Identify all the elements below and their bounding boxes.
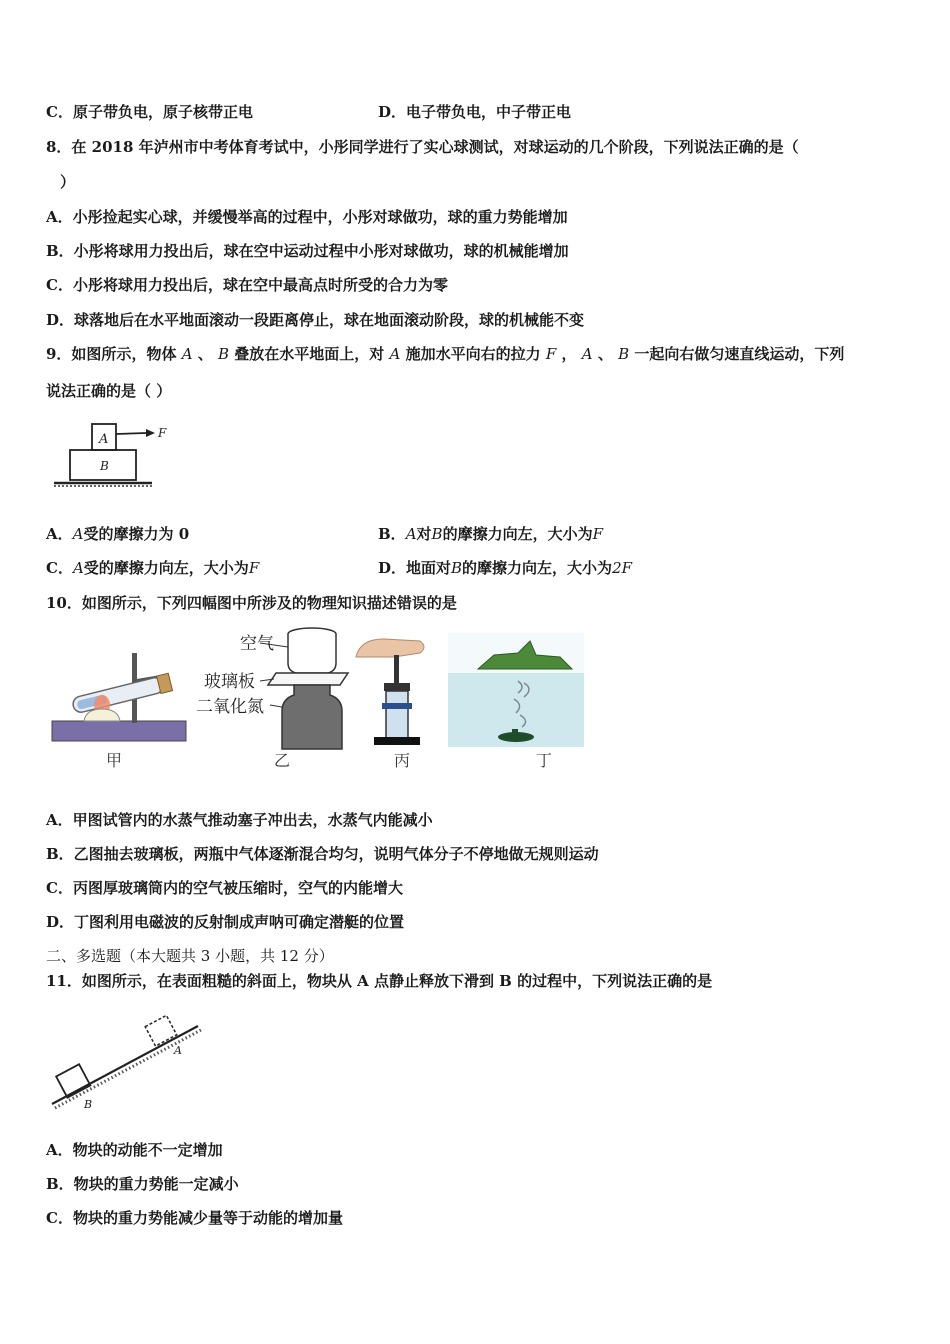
point-a-label: A [174,1044,182,1057]
q9-stem-line2: 说法正确的是（ ） [46,382,172,400]
panel-ding [448,633,584,747]
q9-var-b2: B [618,345,630,363]
q9-option-b-var-a: A [405,525,417,543]
glass-plate [268,673,348,685]
q9-option-c-text: 受的摩擦力向左，大小为 [83,559,249,577]
q9-option-d-var: B [451,559,463,577]
q8-option-b: B．小彤将球用力投出后，球在空中运动过程中小彤对球做功，球的机械能增加 [46,242,569,260]
panel-bing [356,639,424,745]
block-b-label: B [100,459,109,473]
q9-stem-e: 一起向右做匀速直线运动，下列 [634,345,845,363]
q11-figure [48,1008,208,1113]
q9-option-c-prefix: C． [46,559,73,577]
section-2-heading: 二、多选题（本大题共 3 小题，共 12 分） [46,947,334,965]
q11-option-c: C．物块的重力势能减少量等于动能的增加量 [46,1209,343,1227]
q9-var-a3: A [581,345,593,363]
q8-stem: 8．在 2018 年泸州市中考体育考试中，小彤同学进行了实心球测试，对球运动的几个阶段，下列说法正确的是（ [46,138,799,156]
panel-yi [196,628,348,749]
caption-yi: 乙 [274,751,291,770]
q9-option-a-text: 受的摩擦力为 0 [83,525,190,543]
q9-figure [50,418,170,493]
q9-var-a2: A [389,345,401,363]
q9-stem-d: ， [561,345,577,363]
q9-var-f: F [545,345,557,363]
block-a-label: A [99,432,109,447]
q9-option-b-mid: 对 [416,525,432,543]
q8-option-a: A．小彤捡起实心球，并缓慢举高的过程中，小彤对球做功，球的重力势能增加 [46,208,568,226]
q9-stem-c: 施加水平向右的拉力 [405,345,541,363]
q10-option-b: B．乙图抽去玻璃板，两瓶中气体逐渐混合均匀，说明气体分子不停地做无规则运动 [46,845,599,863]
q8-stem-close: ） [60,173,76,191]
force-label: F [158,426,167,440]
q9-option-b-var-f: F [592,525,604,543]
q10-figure [48,625,588,775]
q9-option-d [378,558,632,578]
q10-option-d: D．丁图利用电磁波的反射制成声呐可确定潜艇的位置 [46,913,405,931]
q9-sep2: 、 [597,345,613,363]
q8-option-d: D．球落地后在水平地面滚动一段距离停止，球在地面滚动阶段，球的机械能不变 [46,311,585,329]
hand [356,639,424,657]
q9-sep: 、 [197,345,213,363]
q9-stem-b: 叠放在水平地面上，对 [234,345,385,363]
panel-jia [52,653,186,741]
q11-stem: 11．如图所示，在表面粗糙的斜面上，物块从 A 点静止释放下滑到 B 的过程中，下列说法正确的是 [46,972,713,990]
label-no2: 二氧化氮 [196,697,264,717]
q9-option-b [378,524,603,544]
q9-option-d-var-2f: 2F [612,559,633,577]
q9-var-b: B [218,345,230,363]
q9-option-d-text: 的摩擦力向左，大小为 [462,559,613,577]
submarine-tower [512,729,518,734]
cylinder-ring [382,703,412,709]
q9-option-a-prefix: A． [46,525,73,543]
force-arrowhead [146,429,155,437]
caption-bing: 丙 [394,751,411,770]
q9-option-c-var-f: F [248,559,260,577]
q9-option-c [46,558,259,578]
q9-option-a-var: A [72,525,84,543]
force-arrow [116,433,146,434]
q9-option-c-var: A [72,559,84,577]
q9-option-a [46,524,189,544]
q11-option-a: A．物块的动能不一定增加 [46,1141,223,1159]
q8-option-c: C．小彤将球用力投出后，球在空中最高点时所受的合力为零 [46,276,448,294]
q10-option-a: A．甲图试管内的水蒸气推动塞子冲出去，水蒸气内能减小 [46,811,433,829]
bottom-bottle [282,685,342,749]
q9-var-a: A [181,345,193,363]
q7-option-c: C．原子带负电，原子核带正电 [46,103,253,121]
q9-option-b-var-b: B [431,525,443,543]
incline-surface [52,1026,198,1104]
block-at-a-dashed [145,1015,177,1046]
cylinder-cap [384,683,410,691]
q10-stem: 10．如图所示，下列四幅图中所涉及的物理知识描述错误的是 [46,594,457,612]
label-no2-line [270,705,282,707]
stand-base [52,721,186,741]
q11-option-b: B．物块的重力势能一定减小 [46,1175,239,1193]
incline-hatch [55,1030,201,1108]
q10-option-c: C．丙图厚玻璃筒内的空气被压缩时，空气的内能增大 [46,879,403,897]
point-b-label: B [84,1098,93,1111]
top-bottle [288,634,336,673]
cylinder-base [374,737,420,745]
q9-stem-a: 9．如图所示，物体 [46,345,177,363]
piston-rod [394,655,399,687]
q9-option-b-text: 的摩擦力向左，大小为 [442,525,593,543]
caption-jia: 甲 [106,751,123,770]
q9-option-d-prefix: D．地面对 [378,559,452,577]
q7-option-d: D．电子带负电，中子带正电 [378,103,572,121]
label-air: 空气 [240,634,274,654]
q9-option-b-prefix: B． [378,525,406,543]
q9-stem [46,344,844,364]
label-glass: 玻璃板 [204,672,255,692]
glass-cylinder [386,691,408,739]
caption-ding: 丁 [536,751,553,770]
